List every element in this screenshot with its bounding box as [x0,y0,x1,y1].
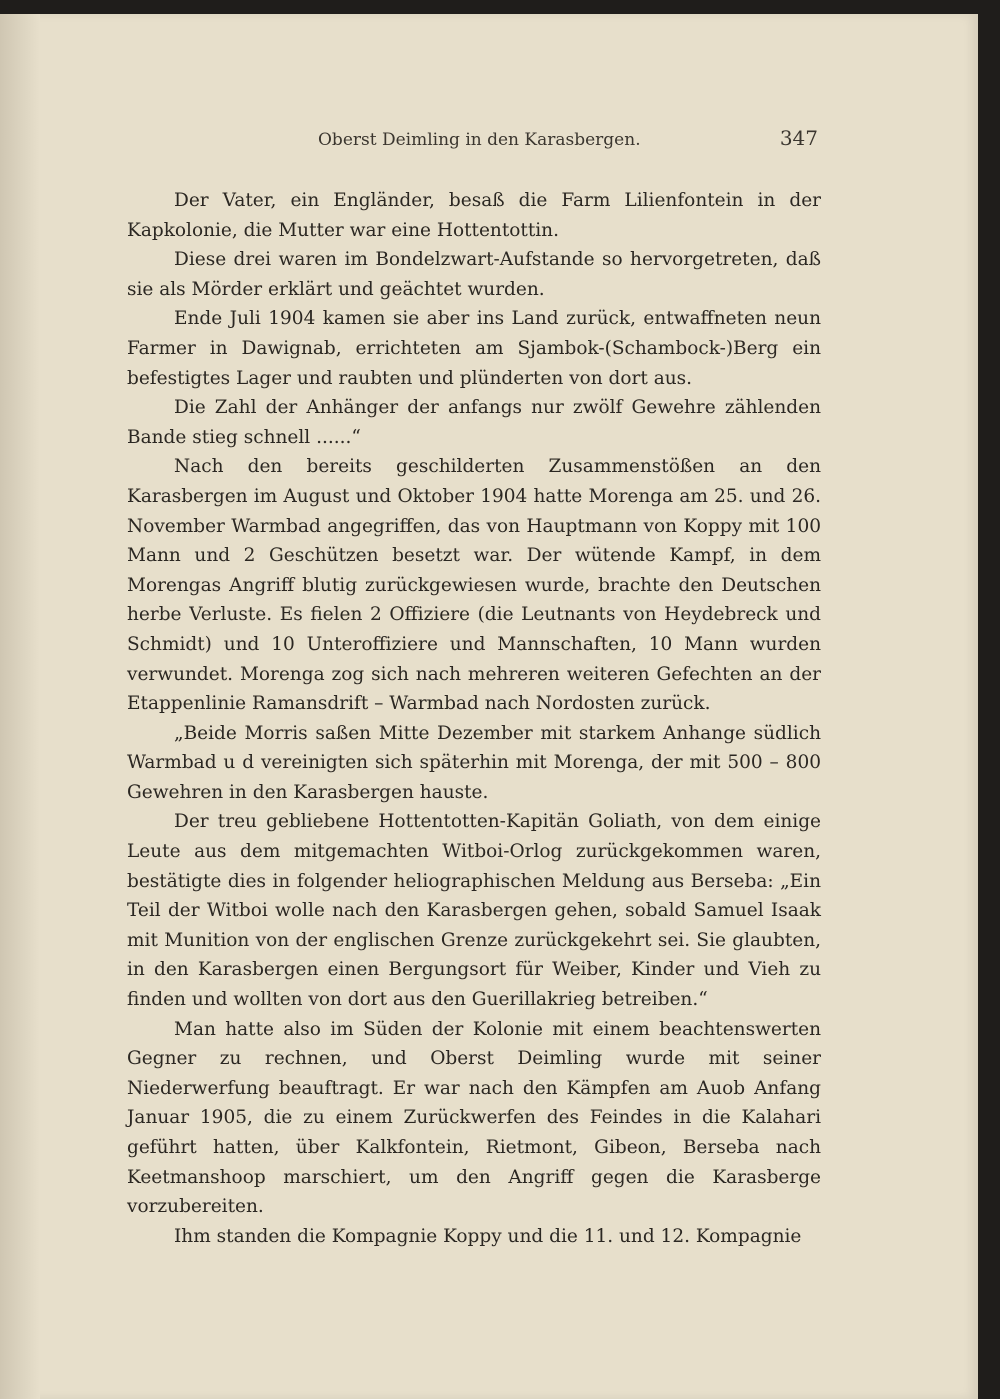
paragraph: Nach den bereits geschilderten Zusammenstößen an den Karasbergen im August und Oktober 1904 hatte Morenga am 25. und 26. November Warmbad angegriffen, das von Hauptmann von Koppy mit 100 Mann und 2 Geschützen besetzt war. Der wütende Kampf, in dem Morengas Angriff blutig zurückgewiesen wurde, brachte den Deutschen herbe Verluste. Es fielen 2 Offiziere (die Leutnants von Heydebreck und Schmidt) und 10 Unteroffiziere und Mannschaften, 10 Mann wurden verwundet. Morenga zog sich nach mehreren weiteren Gefechten an der Etappenlinie Ramansdrift – Warmbad nach Nordosten zurück. [127,456,821,715]
book-page [0,14,978,1399]
paragraph: Ihm standen die Kompagnie Koppy und die 11. und 12. Kompagnie [174,1225,802,1247]
paragraph: Ende Juli 1904 kamen sie aber ins Land zurück, entwaffneten neun Farmer in Dawignab, errichteten am Sjambok-(Schambock-)Berg ein befestigtes Lager und raubten und plünderten von dort aus. [127,308,821,389]
paragraph: „Beide Morris saßen Mitte Dezember mit starkem Anhange südlich Warmbad u d vereinigten sich späterhin mit Morenga, der mit 500 – 800 Gewehren in den Karasbergen hauste. [127,722,821,803]
paragraph: Der Vater, ein Engländer, besaß die Farm Lilienfontein in der Kapkolonie, die Mutter war eine Hottentottin. [127,190,821,241]
paragraph: Man hatte also im Süden der Kolonie mit einem beachtenswerten Gegner zu rechnen, und Oberst Deimling wurde mit seiner Niederwerfung beauftragt. Er war nach den Kämpfen am Auob Anfang Januar 1905, die zu einem Zurückwerfen des Feindes in die Kalahari geführt hatten, über Kalkfontein, Rietmont, Gibeon, Berseba nach Keetmanshoop marschiert, um den Angriff gegen die Karasberge vorzubereiten. [127,1018,821,1218]
running-title: Oberst Deimling in den Karasbergen. [318,130,641,150]
page-number: 347 [779,126,818,150]
paragraph: Die Zahl der Anhänger der anfangs nur zwölf Gewehre zählenden Bande stieg schnell ......“ [127,397,821,448]
paragraph: Diese drei waren im Bondelzwart-Aufstande so hervorgetreten, daß sie als Mörder erklärt und geächtet wurden. [127,249,821,300]
page-gutter [0,14,40,1399]
body-text [127,186,821,1251]
paragraph: Der treu gebliebene Hottentotten-Kapitän Goliath, von dem einige Leute aus dem mitgemachten Witboi-Orlog zurückgekommen waren, bestätigte dies in folgender heliographischen Meldung aus Berseba: „Ein Teil der Witboi wolle nach den Karasbergen gehen, sobald Samuel Isaak mit Munition von der englischen Grenze zurückgekehrt sei. Sie glaubten, in den Karasbergen einen Bergungsort für Weiber, Kinder und Vieh zu finden und wollten von dort aus den Guerillakrieg betreiben.“ [127,811,821,1011]
